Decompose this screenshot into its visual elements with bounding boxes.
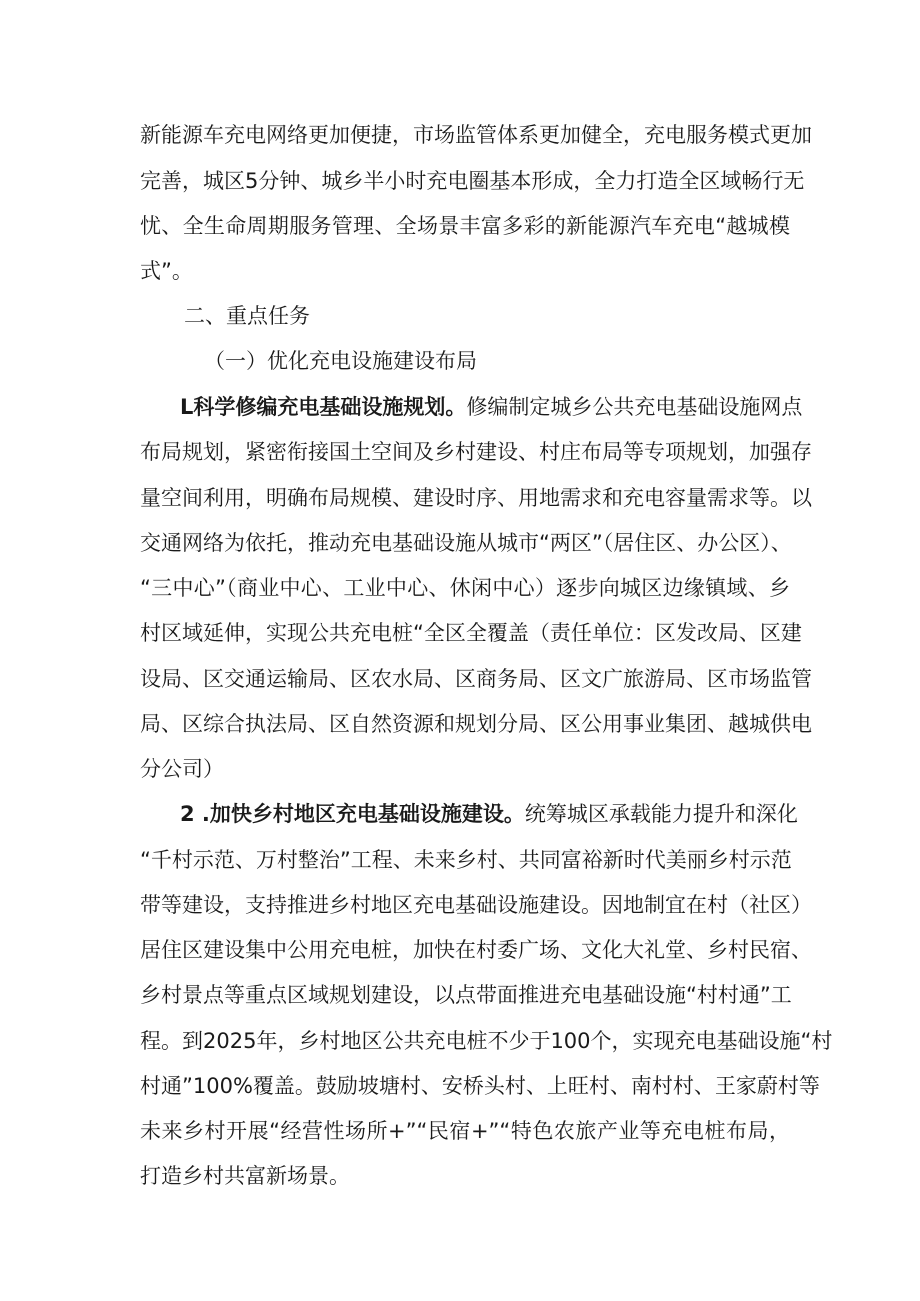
intro-line-3: 忧、全生命周期服务管理、全场景丰富多彩的新能源汽车充电“越城模 [140,214,790,238]
item2-line: “千村示范、万村整治”工程、未来乡村、共同富裕新时代美丽乡村示范 [140,848,792,872]
item2-line: 乡村景点等重点区域规划建设，以点带面推进充电基础设施“村村通”工 [140,983,792,1007]
subsection-heading: （一）优化充电设施建设布局 [204,349,477,373]
item1-lead: L科学修编充电基础设施规划。 [180,395,467,419]
item1-line: 布局规划，紧密衔接国土空间及乡村建设、村庄布局等专项规划，加强存 [140,440,812,464]
intro-line-4: 式”。 [140,259,193,283]
item2-first-line-text: 统筹城区承载能力提升和深化 [524,802,798,826]
item1-line: 交通网络为依托，推动充电基础设施从城市“两区”（居住区、办公区）、 [140,531,792,555]
item2-line: 未来乡村开展“经营性场所+”“民宿+”“特色农旅产业等充电桩布局， [140,1119,790,1143]
item1-line: 分公司） [140,757,224,781]
item2-line: 居住区建设集中公用充电桩，加快在村委广场、文化大礼堂、乡村民宿、 [140,938,812,962]
item1-line: 村区域延伸，实现公共充电桩“全区全覆盖（责任单位：区发改局、区建 [140,621,802,645]
item2-first-line [180,800,798,828]
item2-line: 程。到2025年，乡村地区公共充电桩不少于100个，实现充电基础设施“村 [140,1029,833,1053]
intro-line-2: 完善，城区5分钟、城乡半小时充电圈基本形成，全力打造全区域畅行无 [140,169,805,193]
section-heading: 二、重点任务 [184,304,310,328]
item2-lead: 2 .加快乡村地区充电基础设施建设。 [180,802,525,826]
item1-first-line-text: 修编制定城乡公共充电基础设施网点 [466,395,803,419]
item2-line: 带等建设，支持推进乡村地区充电基础设施建设。因地制宜在村（社区） [140,893,812,917]
item2-line: 打造乡村共富新场景。 [140,1164,350,1188]
item1-line: 局、区综合执法局、区自然资源和规划分局、区公用事业集团、越城供电 [140,712,812,736]
item2-line: 村通”100%覆盖。鼓励坡塘村、安桥头村、上旺村、南村村、王家蔚村等 [140,1074,820,1098]
item1-line: “三中心”（商业中心、工业中心、休闲中心）逐步向城区边缘镇域、乡 [140,576,790,600]
item1-line: 设局、区交通运输局、区农水局、区商务局、区文广旅游局、区市场监管 [140,667,812,691]
item1-first-line [180,393,803,421]
intro-line-1: 新能源车充电网络更加便捷，市场监管体系更加健全，充电服务模式更加 [140,123,812,147]
item1-line: 量空间利用，明确布局规模、建设时序、用地需求和充电容量需求等。以 [140,486,812,510]
